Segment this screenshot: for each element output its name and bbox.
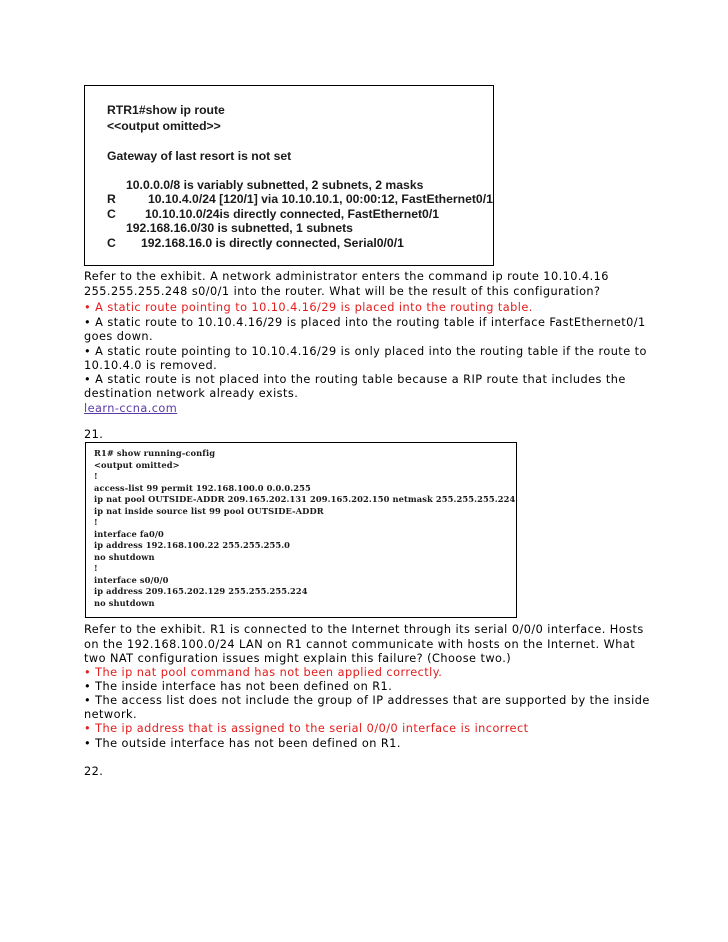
config-line: ! xyxy=(94,517,98,527)
answer-option: 10.10.4.0 is removed. xyxy=(84,359,218,372)
route-code: C xyxy=(107,207,116,221)
answer-option: goes down. xyxy=(84,330,154,343)
answer-option-correct: • The ip address that is assigned to the serial 0/0/0 interface is incorrect xyxy=(84,722,529,735)
question-number: 22. xyxy=(84,765,104,778)
question-text: Refer to the exhibit. A network administrator enters the command ip route 10.10.4.16 xyxy=(84,270,609,283)
config-line: ip address 192.168.100.22 255.255.255.0 xyxy=(94,540,291,550)
question-text: Refer to the exhibit. R1 is connected to the Internet through its serial 0/0/0 interface. Hosts xyxy=(84,623,644,636)
exhibit-line: RTR1#show ip route xyxy=(107,103,225,117)
config-line: ip nat inside source list 99 pool OUTSIDE-ADDR xyxy=(94,506,324,516)
exhibit-running-config xyxy=(85,442,517,618)
exhibit-line: <<output omitted>> xyxy=(107,119,221,133)
config-line: R1# show running-config xyxy=(94,448,216,458)
config-line: interface fa0/0 xyxy=(94,529,164,539)
route-code: R xyxy=(107,192,116,206)
exhibit-line: 192.168.16.0 is directly connected, Serial0/0/1 xyxy=(141,236,404,250)
question-text: 255.255.255.248 s0/0/1 into the router. What will be the result of this configuration? xyxy=(84,285,601,298)
question-text: two NAT configuration issues might explain this failure? (Choose two.) xyxy=(84,652,512,665)
answer-option-correct: • A static route pointing to 10.10.4.16/29 is placed into the routing table. xyxy=(84,301,533,314)
answer-option: • The outside interface has not been defined on R1. xyxy=(84,737,401,750)
exhibit-line: 192.168.16.0/30 is subnetted, 1 subnets xyxy=(126,221,353,235)
config-line: ip address 209.165.202.129 255.255.255.224 xyxy=(94,586,308,596)
answer-option: destination network already exists. xyxy=(84,387,299,400)
exhibit-line: 10.0.0.0/8 is variably subnetted, 2 subnets, 2 masks xyxy=(126,178,424,192)
exhibit-line: Gateway of last resort is not set xyxy=(107,149,292,163)
answer-option: • The inside interface has not been defined on R1. xyxy=(84,680,393,693)
question-number: 21. xyxy=(84,428,104,441)
config-line: access-list 99 permit 192.168.100.0 0.0.0.255 xyxy=(94,483,311,493)
answer-option: • A static route is not placed into the routing table because a RIP route that includes the xyxy=(84,373,626,386)
answer-option: network. xyxy=(84,708,138,721)
config-line: ! xyxy=(94,563,98,573)
exhibit-routing-table xyxy=(84,85,494,266)
config-line: ! xyxy=(94,471,98,481)
route-code: C xyxy=(107,236,116,250)
config-line: no shutdown xyxy=(94,598,155,608)
answer-option: • A static route pointing to 10.10.4.16/29 is only placed into the routing table if the route to xyxy=(84,345,647,358)
exhibit-line: 10.10.10.0/24is directly connected, FastEthernet0/1 xyxy=(145,207,439,221)
answer-option: • A static route to 10.10.4.16/29 is placed into the routing table if interface FastEthernet0/1 xyxy=(84,316,646,329)
exhibit-line: 10.10.4.0/24 [120/1] via 10.10.10.1, 00:00:12, FastEthernet0/1 xyxy=(148,192,493,206)
config-line: no shutdown xyxy=(94,552,155,562)
config-line: <output omitted> xyxy=(94,460,180,470)
question-text: on the 192.168.100.0/24 LAN on R1 cannot communicate with hosts on the Internet. What xyxy=(84,638,636,651)
answer-option-correct: • The ip nat pool command has not been applied correctly. xyxy=(84,666,443,679)
config-line: interface s0/0/0 xyxy=(94,575,169,585)
answer-option: • The access list does not include the group of IP addresses that are supported by the inside xyxy=(84,694,650,707)
config-line: ip nat pool OUTSIDE-ADDR 209.165.202.131 209.165.202.150 netmask 255.255.255.224 xyxy=(94,494,516,504)
source-link[interactable]: learn-ccna.com xyxy=(84,402,178,415)
